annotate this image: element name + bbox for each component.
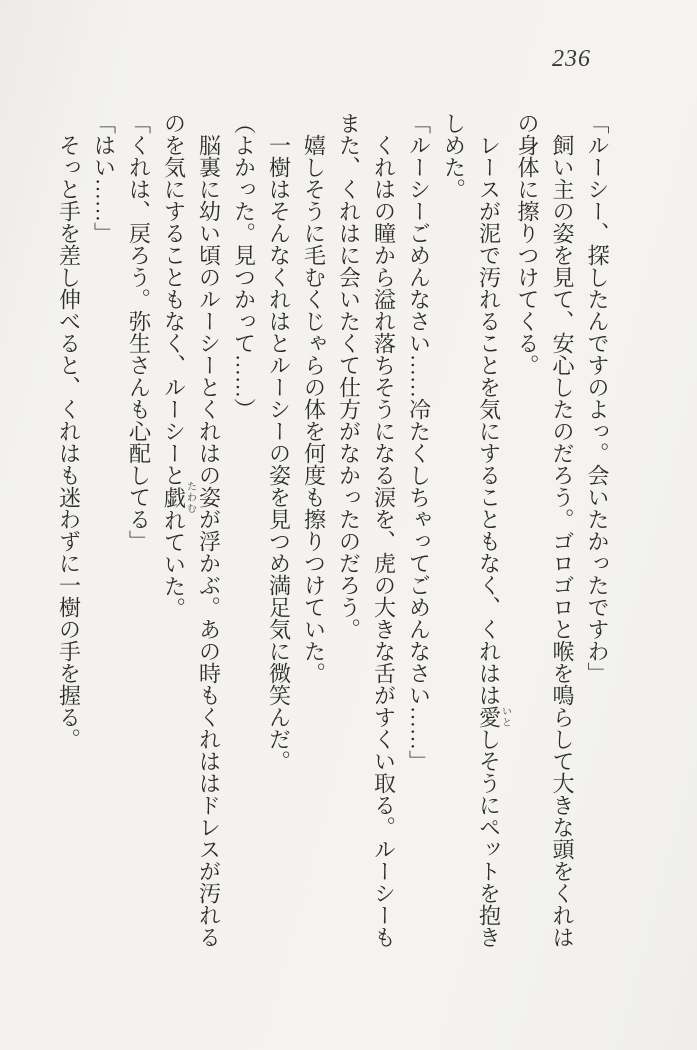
- paragraph-narrative: くれはの瞳から溢れ落ちそうになる涙を、虎の大きな舌がすくい取る。ルーシーもまた、くれはに会いたくて仕方がなかったのだろう。: [336, 112, 397, 948]
- paragraph-narrative: そっと手を差し伸べると、くれはも迷わずに一樹の手を握る。: [56, 134, 82, 750]
- paragraph-dialogue: 「はい……」: [91, 112, 117, 244]
- paragraph-dialogue: 「ルーシー、探したんですのよっ。会いたかったですわ」: [585, 112, 610, 684]
- ruby-annotated-word: 愛いと: [476, 706, 511, 728]
- paragraph-narrative: 飼い主の姿を見て、安心したのだろう。ゴロゴロと喉を鳴らして大きな頭をくれはの身体に擦りつけてくる。: [515, 112, 575, 948]
- ruby-annotated-word: 戯たわむ: [161, 481, 196, 514]
- paragraph-narrative: レースが泥で汚れることを気にすることもなく、くれはは愛いとしそうにペットを抱きしめた。: [441, 112, 511, 948]
- furigana: いと: [499, 706, 511, 728]
- paragraph-dialogue: 「くれは、戻ろう。弥生さんも心配してる」: [126, 112, 152, 552]
- paragraph-narrative: 脳裏に幼い頃のルーシーとくれはの姿が浮かぶ。あの時もくれははドレスが汚れるのを気にすることもなく、ルーシーと戯たわむれていた。: [161, 112, 222, 948]
- paragraph-narrative: 一樹はそんなくれはとルーシーの姿を見つめ満足気に微笑んだ。: [266, 134, 292, 772]
- paragraph-narrative: 嬉しそうに毛むくじゃらの体を何度も擦りつけていた。: [301, 134, 327, 684]
- page-text: [52, 112, 616, 950]
- page-number: 236: [552, 46, 591, 72]
- paragraph-dialogue: 「ルーシーごめんなさい……冷たくしちゃってごめんなさい……」: [406, 112, 432, 772]
- furigana: たわむ: [184, 481, 196, 514]
- paragraph-thought: （よかった。見つかって……）: [231, 112, 257, 420]
